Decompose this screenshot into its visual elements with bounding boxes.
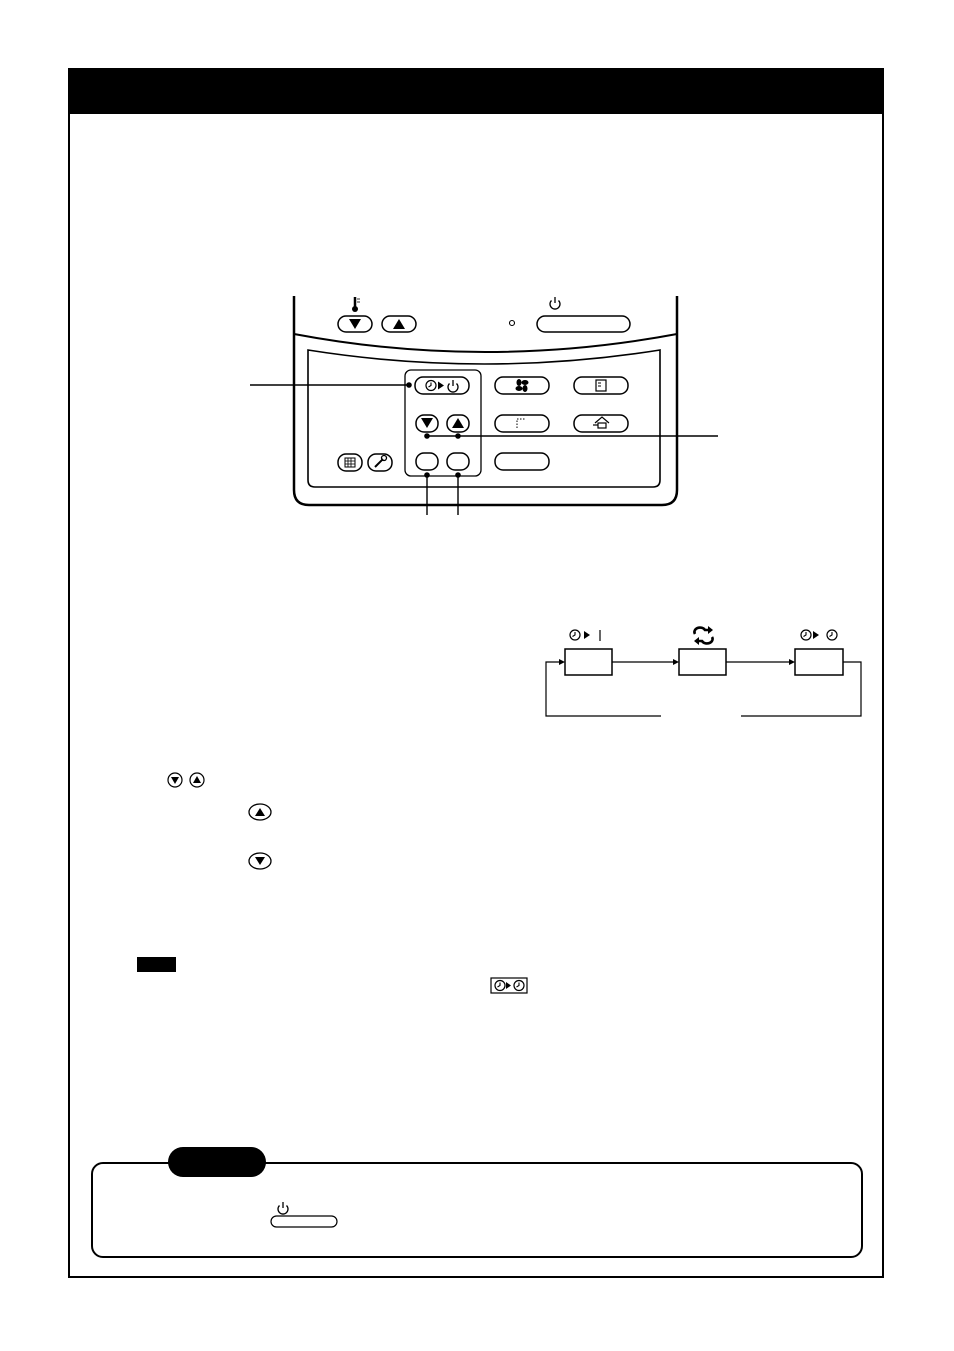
blank-button[interactable] xyxy=(495,453,549,470)
timer-cycle-diagram xyxy=(546,626,861,716)
swing-button[interactable] xyxy=(495,415,549,432)
set-button[interactable] xyxy=(416,453,438,470)
down-up-buttons-icon xyxy=(168,773,204,787)
mode-button[interactable] xyxy=(574,415,628,432)
up-button-icon xyxy=(249,804,271,820)
time-up-button[interactable] xyxy=(447,415,469,432)
temp-up-button[interactable] xyxy=(382,316,416,332)
test-button[interactable] xyxy=(368,454,392,471)
fan-speed-button[interactable] xyxy=(495,377,549,394)
power-icon xyxy=(550,297,560,309)
off-timer-icon xyxy=(570,630,600,641)
on-timer-icon xyxy=(801,630,837,640)
cycle-box-off xyxy=(565,649,612,675)
thermometer-icon xyxy=(352,297,360,312)
vent-button[interactable] xyxy=(574,377,628,394)
callout-lines xyxy=(250,382,718,515)
temp-down-button[interactable] xyxy=(338,316,372,332)
down-button-icon xyxy=(249,853,271,869)
cycle-box-repeat xyxy=(679,649,726,675)
cycle-box-on xyxy=(795,649,843,675)
timer-type-button[interactable] xyxy=(415,377,469,394)
on-timer-key-icon xyxy=(491,978,527,993)
time-down-button[interactable] xyxy=(416,415,438,432)
note-tag xyxy=(137,957,176,972)
filter-button[interactable] xyxy=(338,454,362,471)
caution-tab xyxy=(168,1147,266,1177)
indicator-lamp xyxy=(510,321,515,326)
cl-button[interactable] xyxy=(447,453,469,470)
power-button[interactable] xyxy=(537,316,630,332)
repeat-off-timer-icon xyxy=(694,626,713,645)
